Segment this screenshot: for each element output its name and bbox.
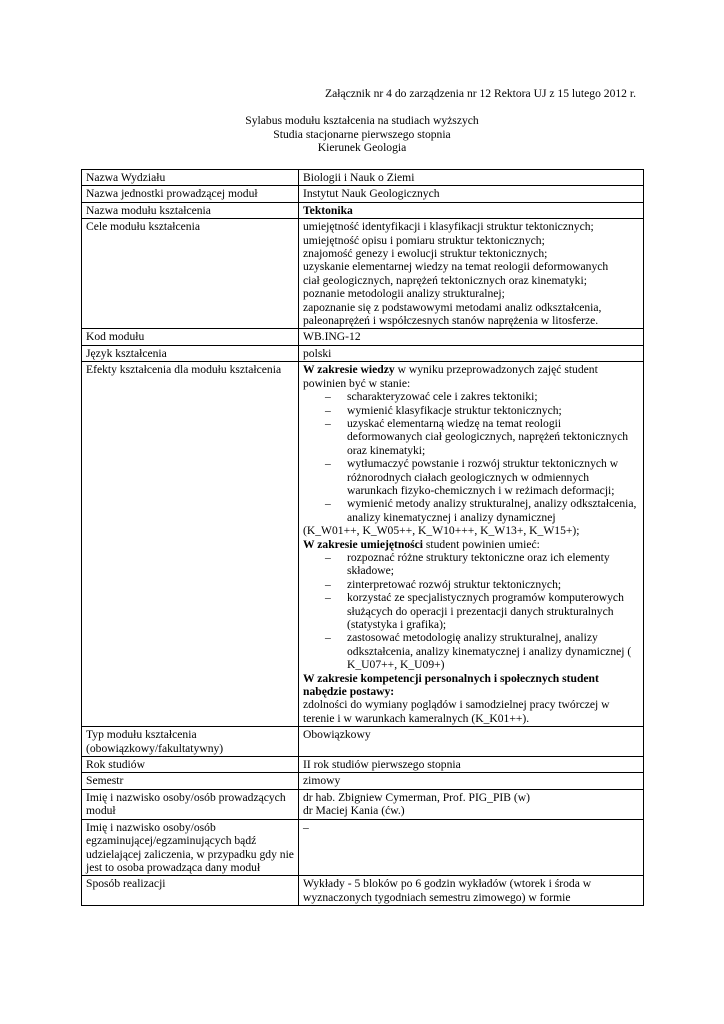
list-item: – zinterpretować rozwój struktur tektonicznych;	[347, 578, 639, 591]
type-value: Obowiązkowy	[299, 727, 644, 757]
row-outcomes	[82, 362, 644, 727]
semester-value: zimowy	[299, 773, 644, 789]
faculty-value: Biologii i Nauk o Ziemi	[299, 170, 644, 186]
row-module	[82, 202, 644, 218]
module-label: Nazwa modułu kształcenia	[82, 202, 299, 218]
row-unit	[82, 186, 644, 202]
teachers-value	[299, 789, 644, 819]
goals-label: Cele modułu kształcenia	[82, 219, 299, 329]
row-language	[82, 345, 644, 361]
examiners-value: –	[299, 819, 644, 876]
list-item: – rozpoznać różne struktury tektoniczne oraz ich elementy składowe;	[347, 551, 639, 578]
goals-line: ciał geologicznych, naprężeń tektonicznych oraz kinematyki;	[303, 273, 587, 287]
type-label: Typ modułu kształcenia (obowiązkowy/fakultatywny)	[82, 727, 299, 757]
list-item: – uzyskać elementarną wiedzę na temat reologii deformowanych ciał geologicznych, naprężeń tektonicznych oraz kinematyki;	[347, 417, 639, 457]
row-code	[82, 329, 644, 345]
competence-heading: W zakresie kompetencji personalnych i społecznych student nabędzie postawy:	[303, 671, 599, 699]
goals-line: zapoznanie się z podstawowymi metodami analiz odkształcenia,	[303, 300, 602, 314]
code-value: WB.ING-12	[299, 329, 644, 345]
syllabus-table	[81, 169, 644, 906]
row-method	[82, 876, 644, 906]
knowledge-intro-text: w wyniku przeprowadzonych zajęć student powinien być w stanie:	[303, 363, 598, 390]
list-item: – wytłumaczyć powstanie i rozwój struktur tektonicznych w różnorodnych ciałach geologicznych w odmiennych warunkach fizyko-chemicznych i w reżimach deformacji;	[347, 457, 639, 497]
row-teachers	[82, 789, 644, 819]
goals-line: paleonaprężeń i współczesnych stanów naprężenia w litosferze.	[303, 314, 599, 328]
module-value: Tektonika	[299, 202, 644, 218]
method-label: Sposób realizacji	[82, 876, 299, 906]
semester-label: Semestr	[82, 773, 299, 789]
teacher-line: dr hab. Zbigniew Cymerman, Prof. PIG_PIB (w)	[303, 790, 531, 804]
list-item: – wymienić klasyfikacje struktur tektonicznych;	[347, 404, 639, 417]
skills-list	[303, 551, 639, 672]
year-label: Rok studiów	[82, 757, 299, 773]
code-label: Kod modułu	[82, 329, 299, 345]
language-value: polski	[299, 345, 644, 361]
skills-intro-text: student powinien umieć:	[423, 537, 540, 551]
knowledge-codes: (K_W01++, K_W05++, K_W10+++, K_W13+, K_W15+);	[303, 524, 580, 538]
year-value: II rok studiów pierwszego stopnia	[299, 757, 644, 773]
list-item: – korzystać ze specjalistycznych programów komputerowych służących do operacji i prezentacji danych strukturalnych (statystyka i grafika);	[347, 591, 639, 631]
goals-line: znajomość genezy i ewolucji struktur tektonicznych;	[303, 247, 548, 261]
row-examiners	[82, 819, 644, 876]
row-goals	[82, 219, 644, 329]
language-label: Język kształcenia	[82, 345, 299, 361]
teacher-line: dr Maciej Kania (ćw.)	[303, 804, 405, 818]
unit-value: Instytut Nauk Geologicznych	[299, 186, 644, 202]
knowledge-list	[303, 390, 639, 524]
list-item: – scharakteryzować cele i zakres tektoniki;	[347, 390, 639, 403]
row-faculty	[82, 170, 644, 186]
skills-heading: W zakresie umiejętności	[303, 537, 423, 551]
examiners-label: Imię i nazwisko osoby/osób egzaminującej/egzaminujących bądź udzielającej zaliczenia, w przypadku gdy nie jest to osoba prowadząca dany moduł	[82, 819, 299, 876]
knowledge-intro	[303, 363, 639, 390]
syllabus-heading	[0, 114, 724, 155]
heading-line-3: Kierunek Geologia	[317, 141, 407, 155]
competence-text: zdolności do wymiany poglądów i samodzielnej pracy twórczej w terenie i w warunkach kameralnych (K_K01++).	[303, 698, 610, 725]
heading-line-1: Sylabus modułu kształcenia na studiach wyższych	[245, 114, 479, 127]
method-value: Wykłady - 5 bloków po 6 godzin wykładów (wtorek i środa w wyznaczonych tygodniach semestru zimowego) w formie	[299, 876, 644, 906]
teachers-label: Imię i nazwisko osoby/osób prowadzących moduł	[82, 789, 299, 819]
row-semester	[82, 773, 644, 789]
knowledge-heading: W zakresie wiedzy	[303, 363, 395, 377]
list-item: – wymienić metody analizy strukturalnej, analizy odkształcenia, analizy kinematycznej i analizy dynamicznej	[347, 497, 639, 524]
heading-line-2: Studia stacjonarne pierwszego stopnia	[273, 127, 451, 141]
goals-line: umiejętność identyfikacji i klasyfikacji struktur tektonicznych;	[303, 220, 594, 234]
goals-line: umiejętność opisu i pomiaru struktur tektonicznych;	[303, 233, 545, 247]
list-item: – zastosować metodologię analizy strukturalnej, analizy odkształcenia, analizy kinematycznej i analizy dynamicznej ( K_U07++, K_U09+)	[347, 631, 639, 671]
row-type	[82, 727, 644, 757]
annex-note: Załącznik nr 4 do zarządzenia nr 12 Rektora UJ z 15 lutego 2012 r.	[325, 87, 636, 100]
outcomes-label: Efekty kształcenia dla modułu kształcenia	[82, 362, 299, 727]
skills-intro	[303, 538, 639, 551]
faculty-label: Nazwa Wydziału	[82, 170, 299, 186]
goals-line: poznanie metodologii analizy strukturalnej;	[303, 287, 505, 301]
row-year	[82, 757, 644, 773]
unit-label: Nazwa jednostki prowadzącej moduł	[82, 186, 299, 202]
goals-value	[299, 219, 644, 329]
goals-line: uzyskanie elementarnej wiedzy na temat reologii deformowanych	[303, 260, 609, 274]
outcomes-value	[299, 362, 644, 727]
